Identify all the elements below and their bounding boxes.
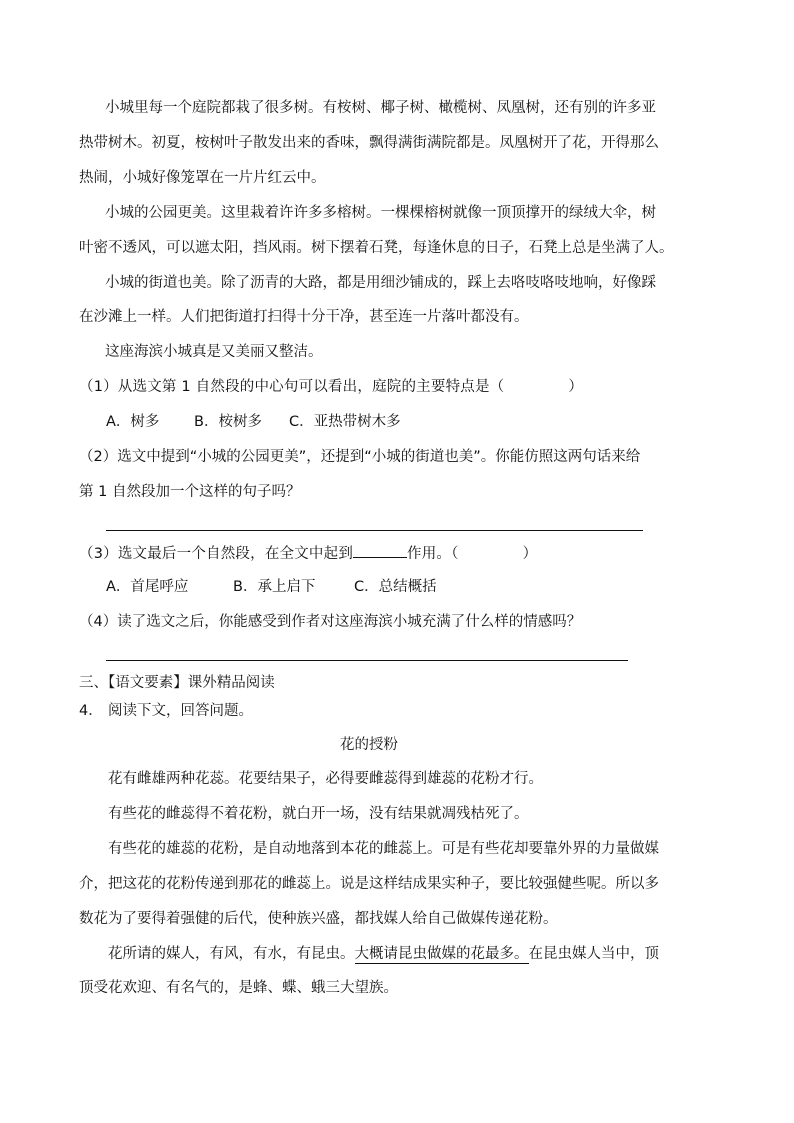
question-1-option-c[interactable]: C．亚热带树木多	[289, 414, 401, 430]
passage-p1-line1: 小城里每一个庭院都栽了很多树。有桉树、椰子树、橄榄树、凤凰树，还有别的许多亚	[105, 100, 656, 116]
question-1-text: （1）从选文第 1 自然段的中心句可以看出，庭院的主要特点是（	[79, 379, 505, 395]
question-3-option-a[interactable]: A．首尾呼应	[106, 579, 189, 595]
question-1-option-b[interactable]: B．桉树多	[194, 414, 262, 430]
item-number: 4．	[79, 703, 103, 719]
article-p4-after: 在昆虫媒人当中，顶	[528, 946, 659, 962]
article-p3-line3: 数花为了要得着强健的后代，使种族兴盛，都找媒人给自己做媒传递花粉。	[79, 911, 558, 927]
question-2-answer-line[interactable]	[106, 530, 643, 531]
article-p1: 花有雌雄两种花蕊。花要结果子，必得要雌蕊得到雄蕊的花粉才行。	[108, 771, 543, 787]
passage-p2-line2: 叶密不透风，可以遮太阳，挡风雨。树下摆着石凳，每逢休息的日子，石凳上总是坐满了人。	[79, 240, 674, 256]
question-1-close: ）	[568, 379, 584, 395]
article-p4-underlined: 大概请昆虫做媒的花最多。	[354, 946, 529, 962]
passage-p4: 这座海滨小城真是又美丽又整洁。	[105, 344, 323, 360]
passage-p1-line3: 热闹，小城好像笼罩在一片片红云中。	[79, 170, 326, 186]
article-p4-line1	[108, 944, 659, 964]
question-2-line1: （2）选文中提到“小城的公园更美”，还提到“小城的街道也美”。你能仿照这两句话来给	[79, 449, 641, 465]
article-p3-line2: 介，把这花的花粉传递到那花的雌蕊上。说是这样结成果实种子，要比较强健些呢。所以多	[79, 876, 659, 892]
passage-p3-line2: 在沙滩上一样。人们把街道打扫得十分干净，甚至连一片落叶都没有。	[79, 309, 529, 325]
question-3-text-before: （3）选文最后一个自然段，在全文中起到	[79, 546, 354, 562]
article-p2: 有些花的雌蕊得不着花粉，就白开一场，没有结果就凋残枯死了。	[108, 806, 529, 822]
article-title: 花的授粉	[340, 737, 398, 753]
passage-p1-line2: 热带树木。初夏，桉树叶子散发出来的香味，飘得满街满院都是。凤凰树开了花，开得那么	[79, 135, 659, 151]
instruction: 阅读下文，回答问题。	[108, 703, 253, 719]
article-p3-line1: 有些花的雄蕊的花粉，是自动地落到本花的雌蕊上。可是有些花却要靠外界的力量做媒	[108, 841, 659, 857]
question-3-text-after: 作用。（	[407, 546, 459, 562]
passage-p3-line1: 小城的街道也美。除了沥青的大路，都是用细沙铺成的，踩上去咯吱咯吱地响，好像踩	[105, 275, 656, 291]
question-3-option-b[interactable]: B．承上启下	[233, 579, 316, 595]
question-3-blank[interactable]	[353, 542, 407, 558]
question-1-option-a[interactable]: A．树多	[106, 414, 160, 430]
article-p4-line2: 顶受花欢迎、有名气的，是蜂、蝶、蛾三大望族。	[79, 980, 398, 996]
question-4: （4）读了选文之后，你能感受到作者对这座海滨小城充满了什么样的情感吗？	[79, 614, 582, 630]
passage-p2-line1: 小城的公园更美。这里栽着许许多多榕树。一棵棵榕树就像一顶顶撑开的绿绒大伞，树	[105, 205, 656, 221]
question-3-close: ）	[522, 546, 538, 562]
question-2-line2: 第 1 自然段加一个这样的句子吗？	[79, 484, 301, 500]
question-3-option-c[interactable]: C．总结概括	[354, 579, 437, 595]
question-3	[79, 542, 537, 564]
section-heading: 三、【语文要素】课外精品阅读	[79, 675, 275, 691]
question-4-answer-line[interactable]	[106, 660, 628, 661]
article-p4-before: 花所请的媒人，有风，有水，有昆虫。	[108, 946, 355, 962]
question-1	[79, 377, 583, 397]
